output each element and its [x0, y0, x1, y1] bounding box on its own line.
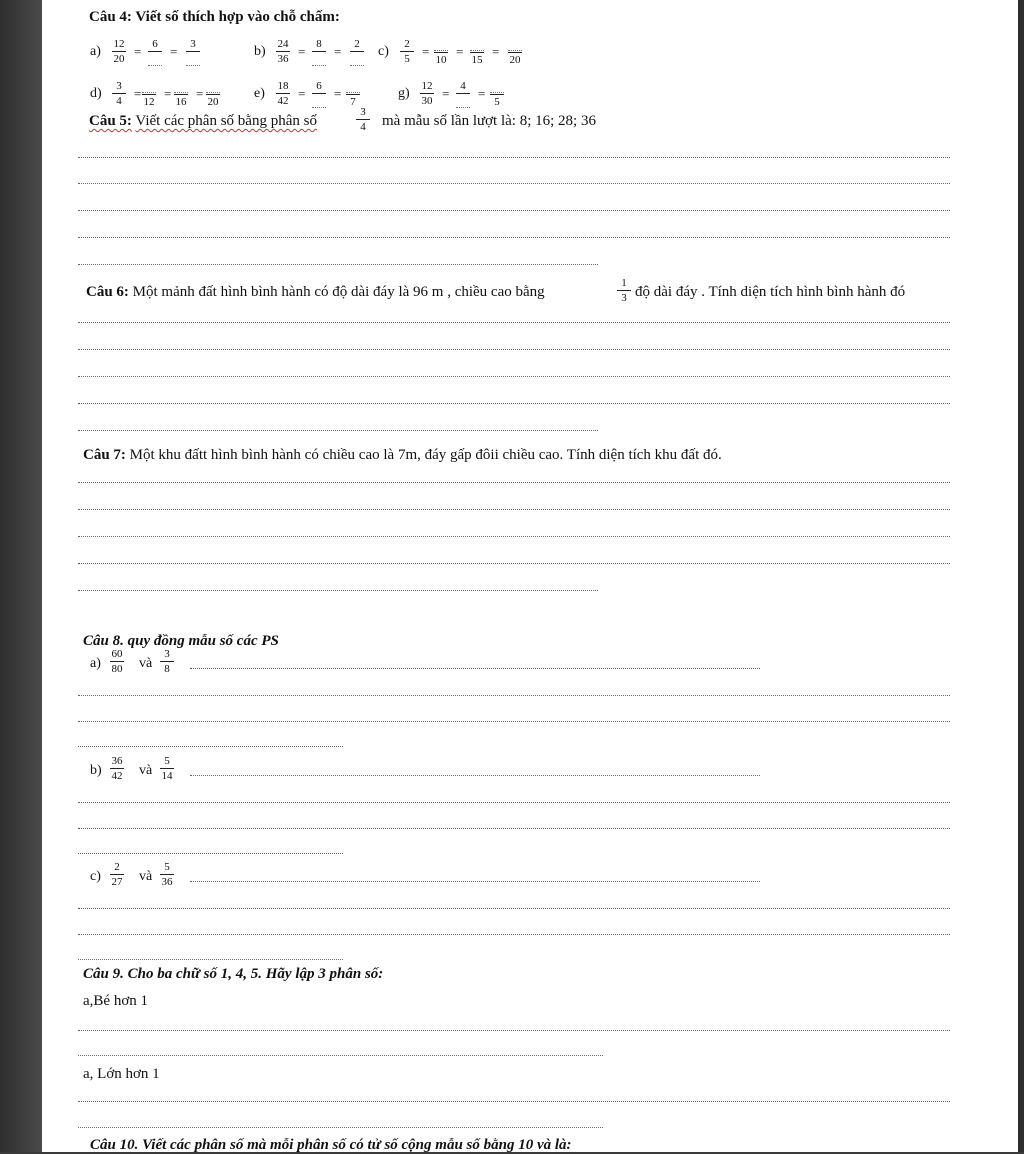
q8-fraction-2: 5 14 — [161, 755, 173, 782]
answer-line — [78, 563, 950, 564]
q4-fraction: 3 — [186, 38, 200, 66]
answer-line — [78, 1101, 950, 1102]
answer-line — [190, 881, 760, 882]
q4-fraction: 24 36 — [277, 38, 289, 65]
q8-item-label: b) — [90, 763, 102, 778]
answer-line — [78, 430, 598, 431]
answer-line — [78, 1030, 950, 1031]
answer-line — [78, 482, 950, 483]
q8-conjunction: và — [139, 656, 153, 671]
answer-line — [190, 775, 760, 776]
q5-fraction: 3 4 — [356, 106, 370, 133]
equals-sign: = — [478, 86, 486, 101]
q4-fraction: 2 5 — [400, 38, 414, 65]
q8-fraction-1: 2 27 — [111, 861, 123, 888]
answer-line — [78, 695, 950, 696]
equals-sign: = — [334, 86, 342, 101]
q4-fraction: 6 — [312, 80, 326, 108]
q4-fraction: 8 — [312, 38, 326, 66]
q8-fraction-2: 3 8 — [160, 648, 174, 675]
q5-prefix: Câu 5: — [89, 113, 132, 129]
answer-line — [78, 322, 950, 323]
answer-line — [190, 668, 760, 669]
q8-title: Câu 8. quy đồng mẫu số các PS — [83, 633, 279, 649]
answer-line — [78, 1055, 603, 1056]
q4-fraction: 12 20 — [113, 38, 125, 65]
answer-line — [78, 590, 598, 591]
document-page — [42, 0, 1018, 1152]
answer-line — [78, 536, 950, 537]
q4-fraction: 20 — [206, 80, 220, 108]
equals-sign: = — [196, 86, 204, 101]
answer-line — [78, 376, 950, 377]
equals-sign: = — [492, 44, 500, 59]
q4-fraction: 3 4 — [112, 80, 126, 107]
q4-item-label: a) — [90, 44, 101, 59]
q6-fraction: 1 3 — [617, 277, 631, 304]
answer-line — [78, 157, 950, 158]
q4-fraction: 2 — [350, 38, 364, 66]
q4-item-label: d) — [90, 86, 102, 101]
q8-conjunction: và — [139, 763, 153, 778]
answer-line — [78, 802, 950, 803]
q8-item-label: c) — [90, 869, 101, 884]
q9-title: Câu 9. Cho ba chữ số 1, 4, 5. Hãy lập 3 phân số: — [83, 966, 384, 982]
equals-sign: = — [298, 86, 306, 101]
q6-text-b: độ dài đáy . Tính diện tích hình bình hành đó — [635, 284, 906, 300]
equals-sign: = — [422, 44, 430, 59]
q4-fraction: 7 — [346, 80, 360, 108]
answer-line — [78, 183, 950, 184]
q4-fraction: 15 — [470, 38, 484, 66]
q7-text: Câu 7: Một khu đấtt hình bình hành có chiều cao là 7m, đáy gấp đôii chiều cao. Tính diện tích khu đất đó. — [83, 447, 722, 463]
q4-fraction: 4 — [456, 80, 470, 108]
equals-sign: = — [442, 86, 450, 101]
viewer-background-right — [1018, 0, 1024, 1152]
answer-line — [78, 509, 950, 510]
q9-part-a: a,Bé hơn 1 — [83, 993, 149, 1009]
q9-part-b: a, Lớn hơn 1 — [83, 1066, 160, 1082]
q8-fraction-1: 36 42 — [111, 755, 123, 782]
q4-item-label: c) — [378, 44, 389, 59]
equals-sign: = — [170, 44, 178, 59]
answer-line — [78, 403, 950, 404]
q4-fraction: 16 — [174, 80, 188, 108]
answer-line — [78, 237, 950, 238]
q8-fraction-2: 5 36 — [161, 861, 173, 888]
q8-item-label: a) — [90, 656, 101, 671]
q5-text-b: mà mẫu số lần lượt là: 8; 16; 28; 36 — [382, 113, 596, 129]
q4-fraction: 12 — [142, 80, 156, 108]
q4-item-label: b) — [254, 44, 266, 59]
q4-fraction: 18 42 — [277, 80, 289, 107]
q4-fraction: 20 — [508, 38, 522, 66]
answer-line — [78, 210, 950, 211]
q4-fraction: 5 — [490, 80, 504, 108]
equals-sign: = — [134, 44, 142, 59]
q6-text: Câu 6: Một mảnh đất hình bình hành có độ dài đáy là 96 m , chiều cao bằng — [86, 284, 545, 300]
q8-fraction-1: 60 80 — [111, 648, 123, 675]
q4-item-label: g) — [398, 86, 410, 101]
q4-fraction: 10 — [434, 38, 448, 66]
equals-sign: = — [334, 44, 342, 59]
answer-line — [78, 908, 950, 909]
answer-line — [78, 853, 343, 854]
answer-line — [78, 721, 950, 722]
q4-fraction: 6 — [148, 38, 162, 66]
equals-sign: = — [456, 44, 464, 59]
q5-text-a: Viết các phân số bằng phân số — [135, 113, 317, 129]
q8-conjunction: và — [139, 869, 153, 884]
equals-sign: = — [164, 86, 172, 101]
equals-sign: = — [298, 44, 306, 59]
answer-line — [78, 828, 950, 829]
answer-line — [78, 746, 343, 747]
answer-line — [78, 1127, 603, 1128]
q10-title: Câu 10. Viết các phân số mà mỗi phân số có tử số cộng mẫu số bằng 10 và là: — [90, 1137, 572, 1153]
q5-text — [89, 112, 317, 130]
answer-line — [78, 959, 343, 960]
answer-line — [78, 934, 950, 935]
q4-title: Câu 4: Viết số thích hợp vào chỗ chấm: — [89, 9, 340, 25]
q4-item-label: e) — [254, 86, 265, 101]
equals-sign: = — [134, 86, 142, 101]
answer-line — [78, 264, 598, 265]
viewer-background-left — [0, 0, 42, 1152]
q4-fraction: 12 30 — [421, 80, 433, 107]
answer-line — [78, 349, 950, 350]
